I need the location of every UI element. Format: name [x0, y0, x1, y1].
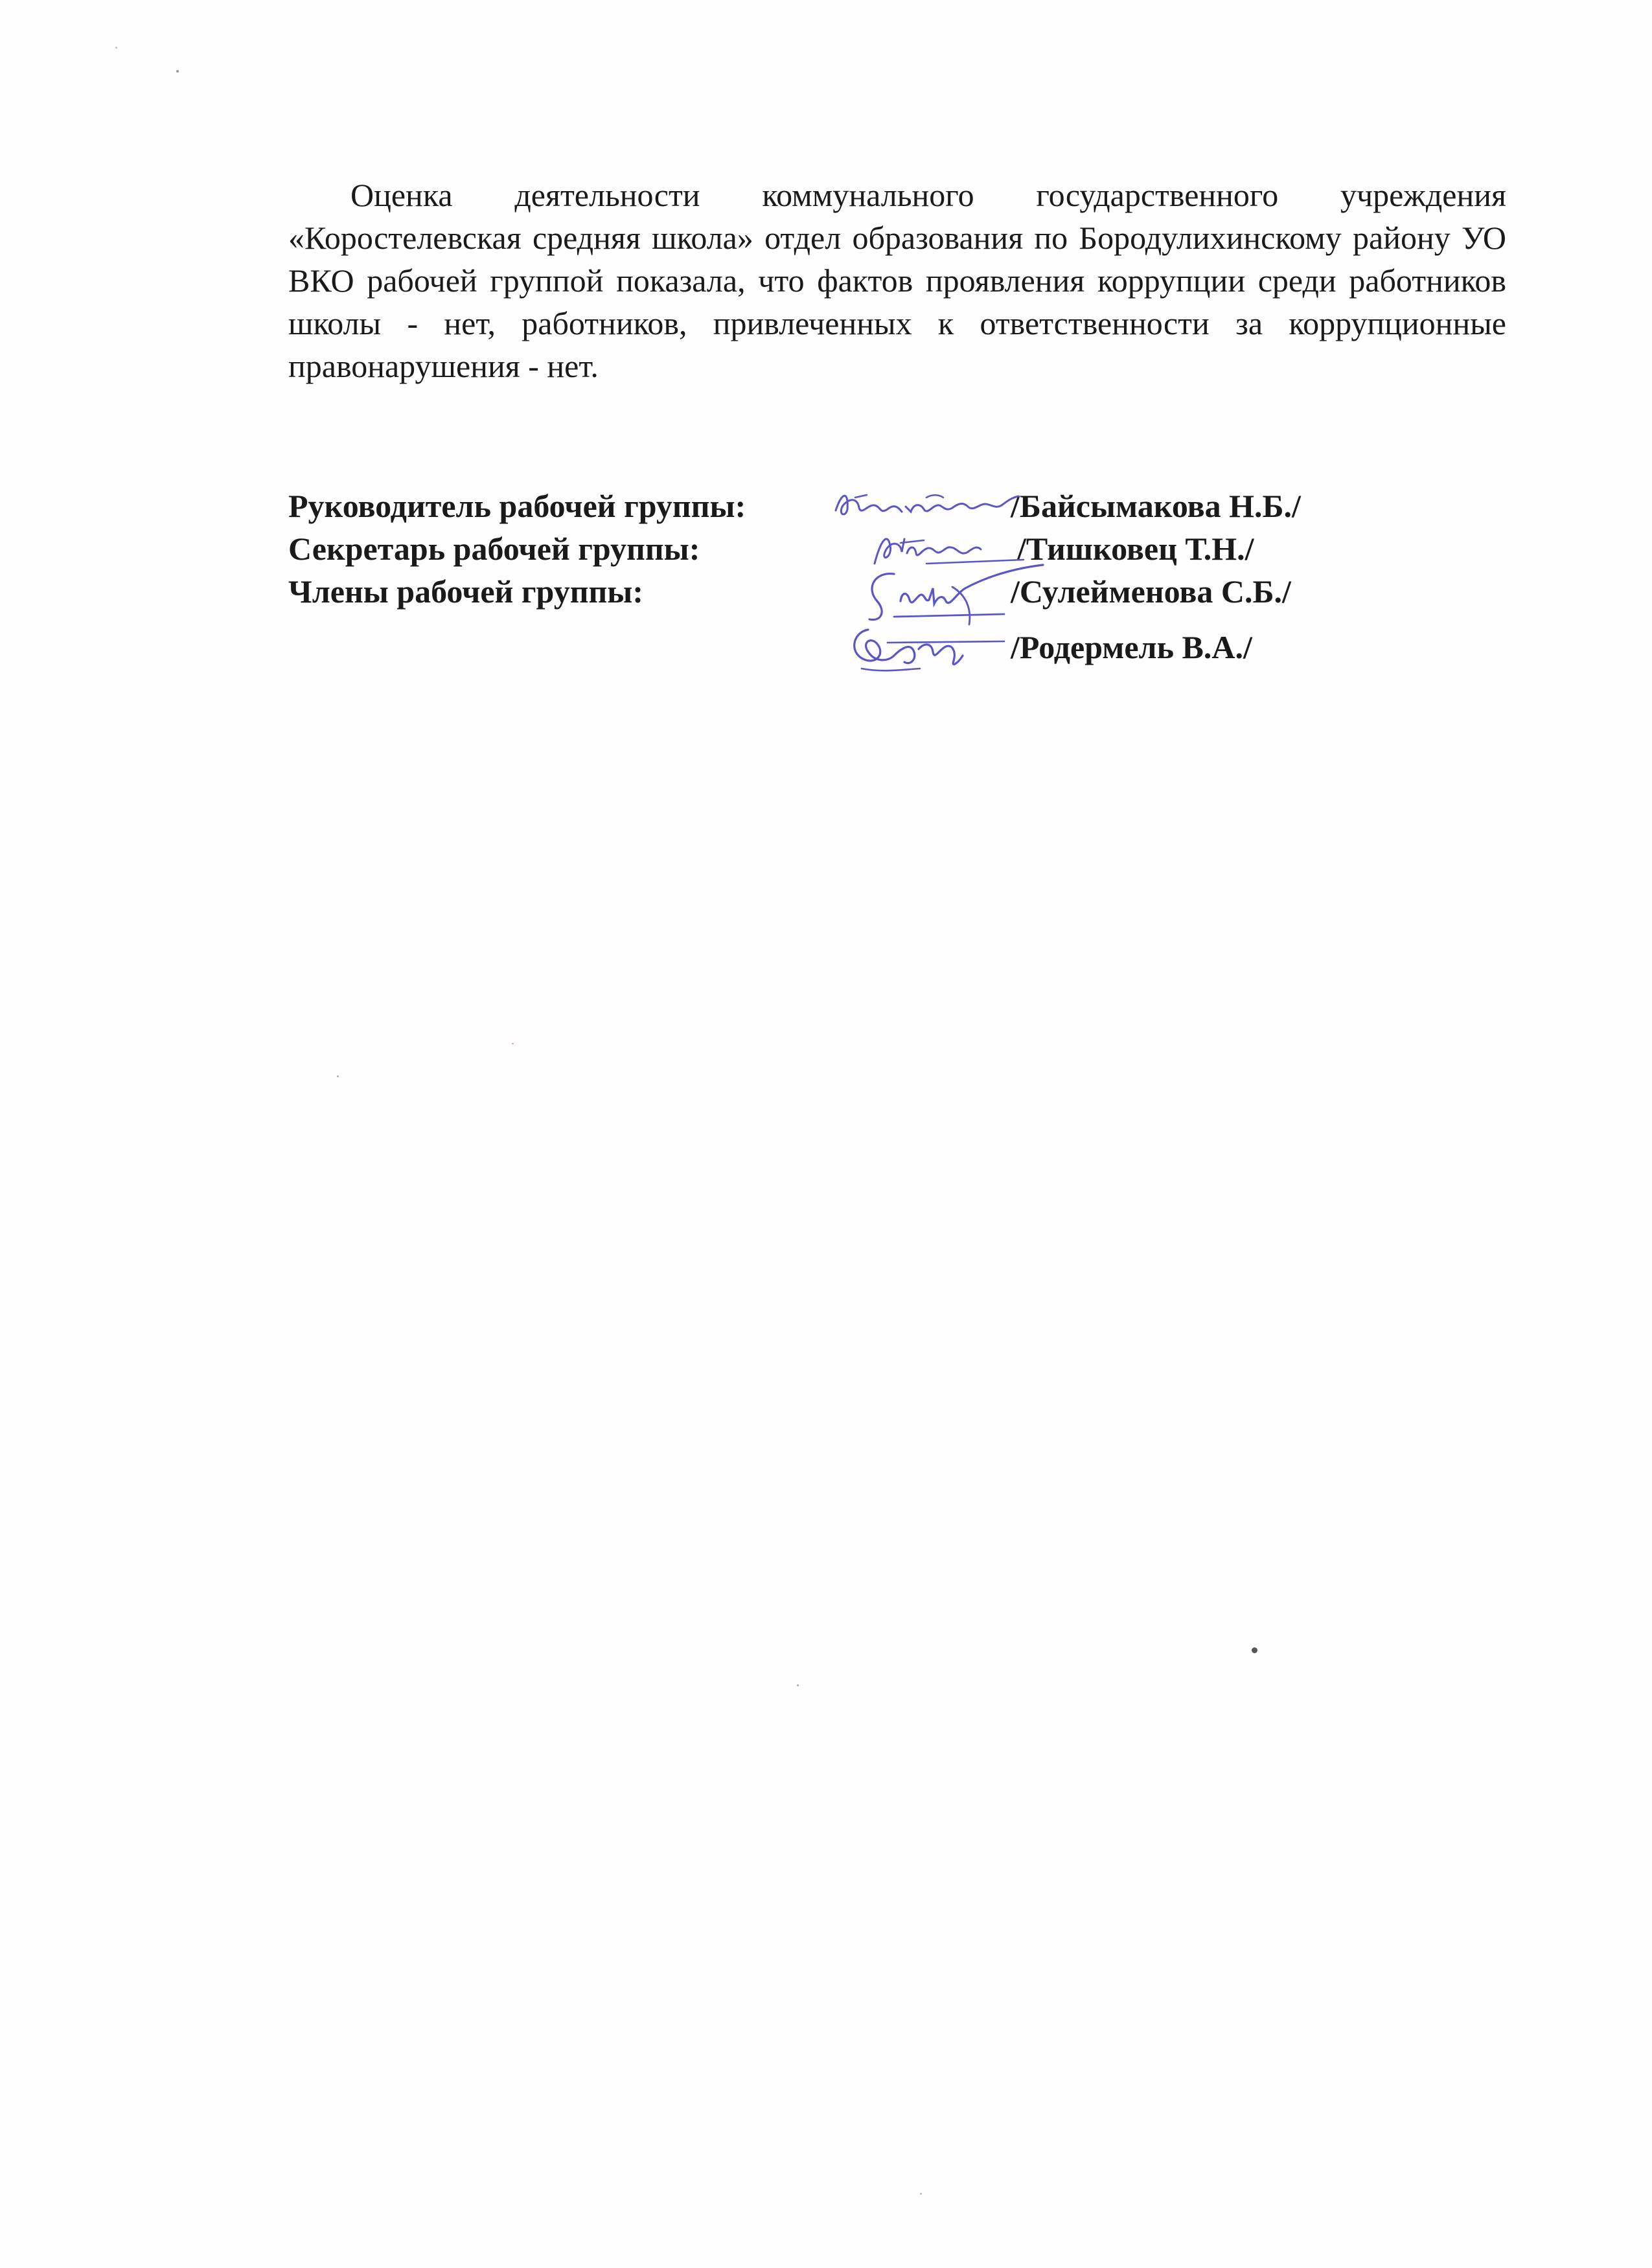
- signatory-role: Секретарь рабочей группы:: [288, 531, 700, 567]
- signature-head: [829, 478, 1024, 530]
- scan-speck: [920, 2193, 922, 2195]
- scan-speck: [797, 1684, 799, 1686]
- signatory-role: Руководитель рабочей группы:: [288, 488, 746, 524]
- signatory-name: /Сулейменова С.Б./: [1011, 573, 1291, 610]
- scan-speck: [115, 47, 117, 49]
- signatory-name: /Тишковец Т.Н./: [1017, 531, 1254, 567]
- signatory-name: /Родермель В.А./: [1011, 629, 1252, 665]
- scan-speck: [176, 70, 179, 73]
- scan-speck: [337, 1075, 339, 1077]
- body-paragraph: Оценка деятельности коммунального государственного учреждения «Коростелевская средняя школа» отдел образования по Бородулихинскому району УО ВКО рабочей группой показала, что фактов проявления коррупции среди работников школы - нет, работников, привлеченных к ответственности за коррупционные правонарушения - нет.: [288, 177, 1506, 384]
- signature-member-2: [842, 617, 1011, 682]
- signatory-name: /Байсымакова Н.Б./: [1011, 488, 1301, 524]
- signatory-role: Члены рабочей группы:: [288, 573, 643, 610]
- scan-speck: [512, 1043, 514, 1044]
- scan-speck: [1252, 1647, 1257, 1653]
